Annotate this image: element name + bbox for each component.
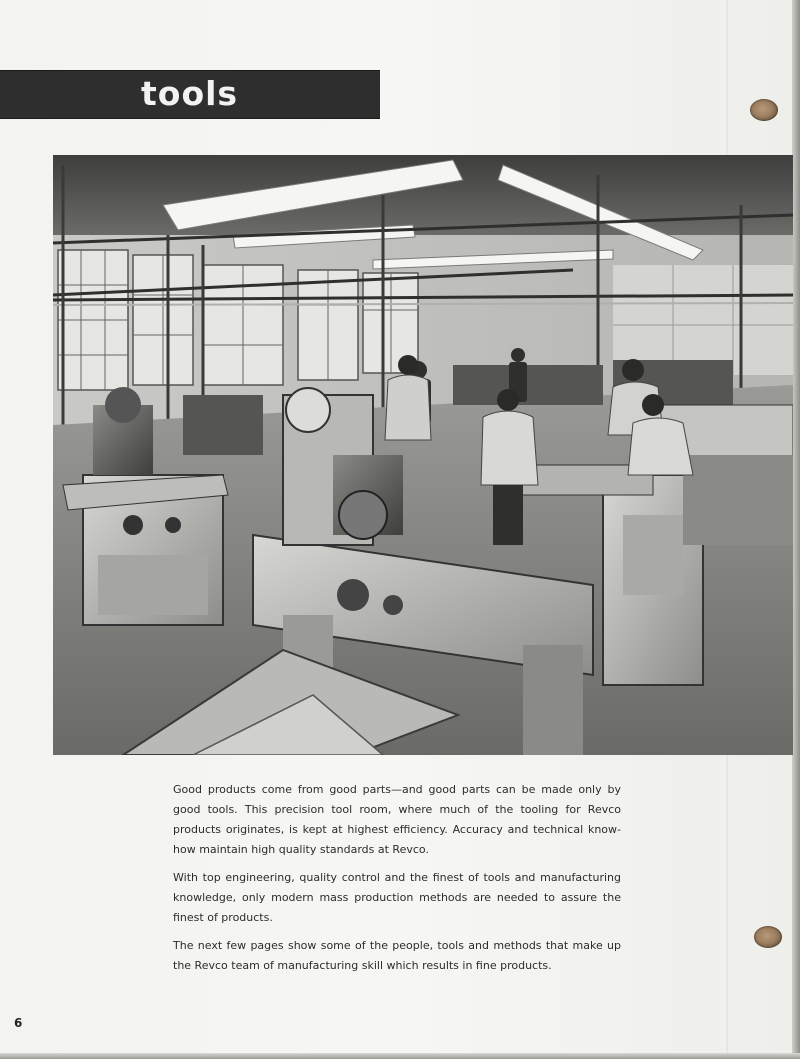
- binder-hole-top: [750, 99, 778, 121]
- section-title: tools: [141, 74, 239, 113]
- section-title-bar: [0, 70, 380, 119]
- paragraph-1: Good products come from good parts—and good parts can be made only by good tools. This precision tool room, where much of the tooling for Revco products originates, is kept at highest efficiency. Accuracy and technical know-how maintain high quality standards at Revco.: [173, 783, 621, 856]
- binder-hole-bottom: [754, 926, 782, 948]
- tool-room-photo: [53, 155, 793, 755]
- page-bottom-edge: [0, 1053, 800, 1059]
- paragraph-3: The next few pages show some of the people, tools and methods that make up the Revco team of manufacturing skill which results in fine products.: [173, 939, 621, 972]
- page-edge-shadow: [792, 0, 800, 1059]
- tool-room-illustration: [53, 155, 793, 755]
- body-copy: [173, 780, 621, 984]
- page-number: 6: [14, 1016, 23, 1030]
- paragraph-2: With top engineering, quality control and the finest of tools and manufacturing knowledge, only modern mass production methods are needed to assure the finest of products.: [173, 871, 621, 924]
